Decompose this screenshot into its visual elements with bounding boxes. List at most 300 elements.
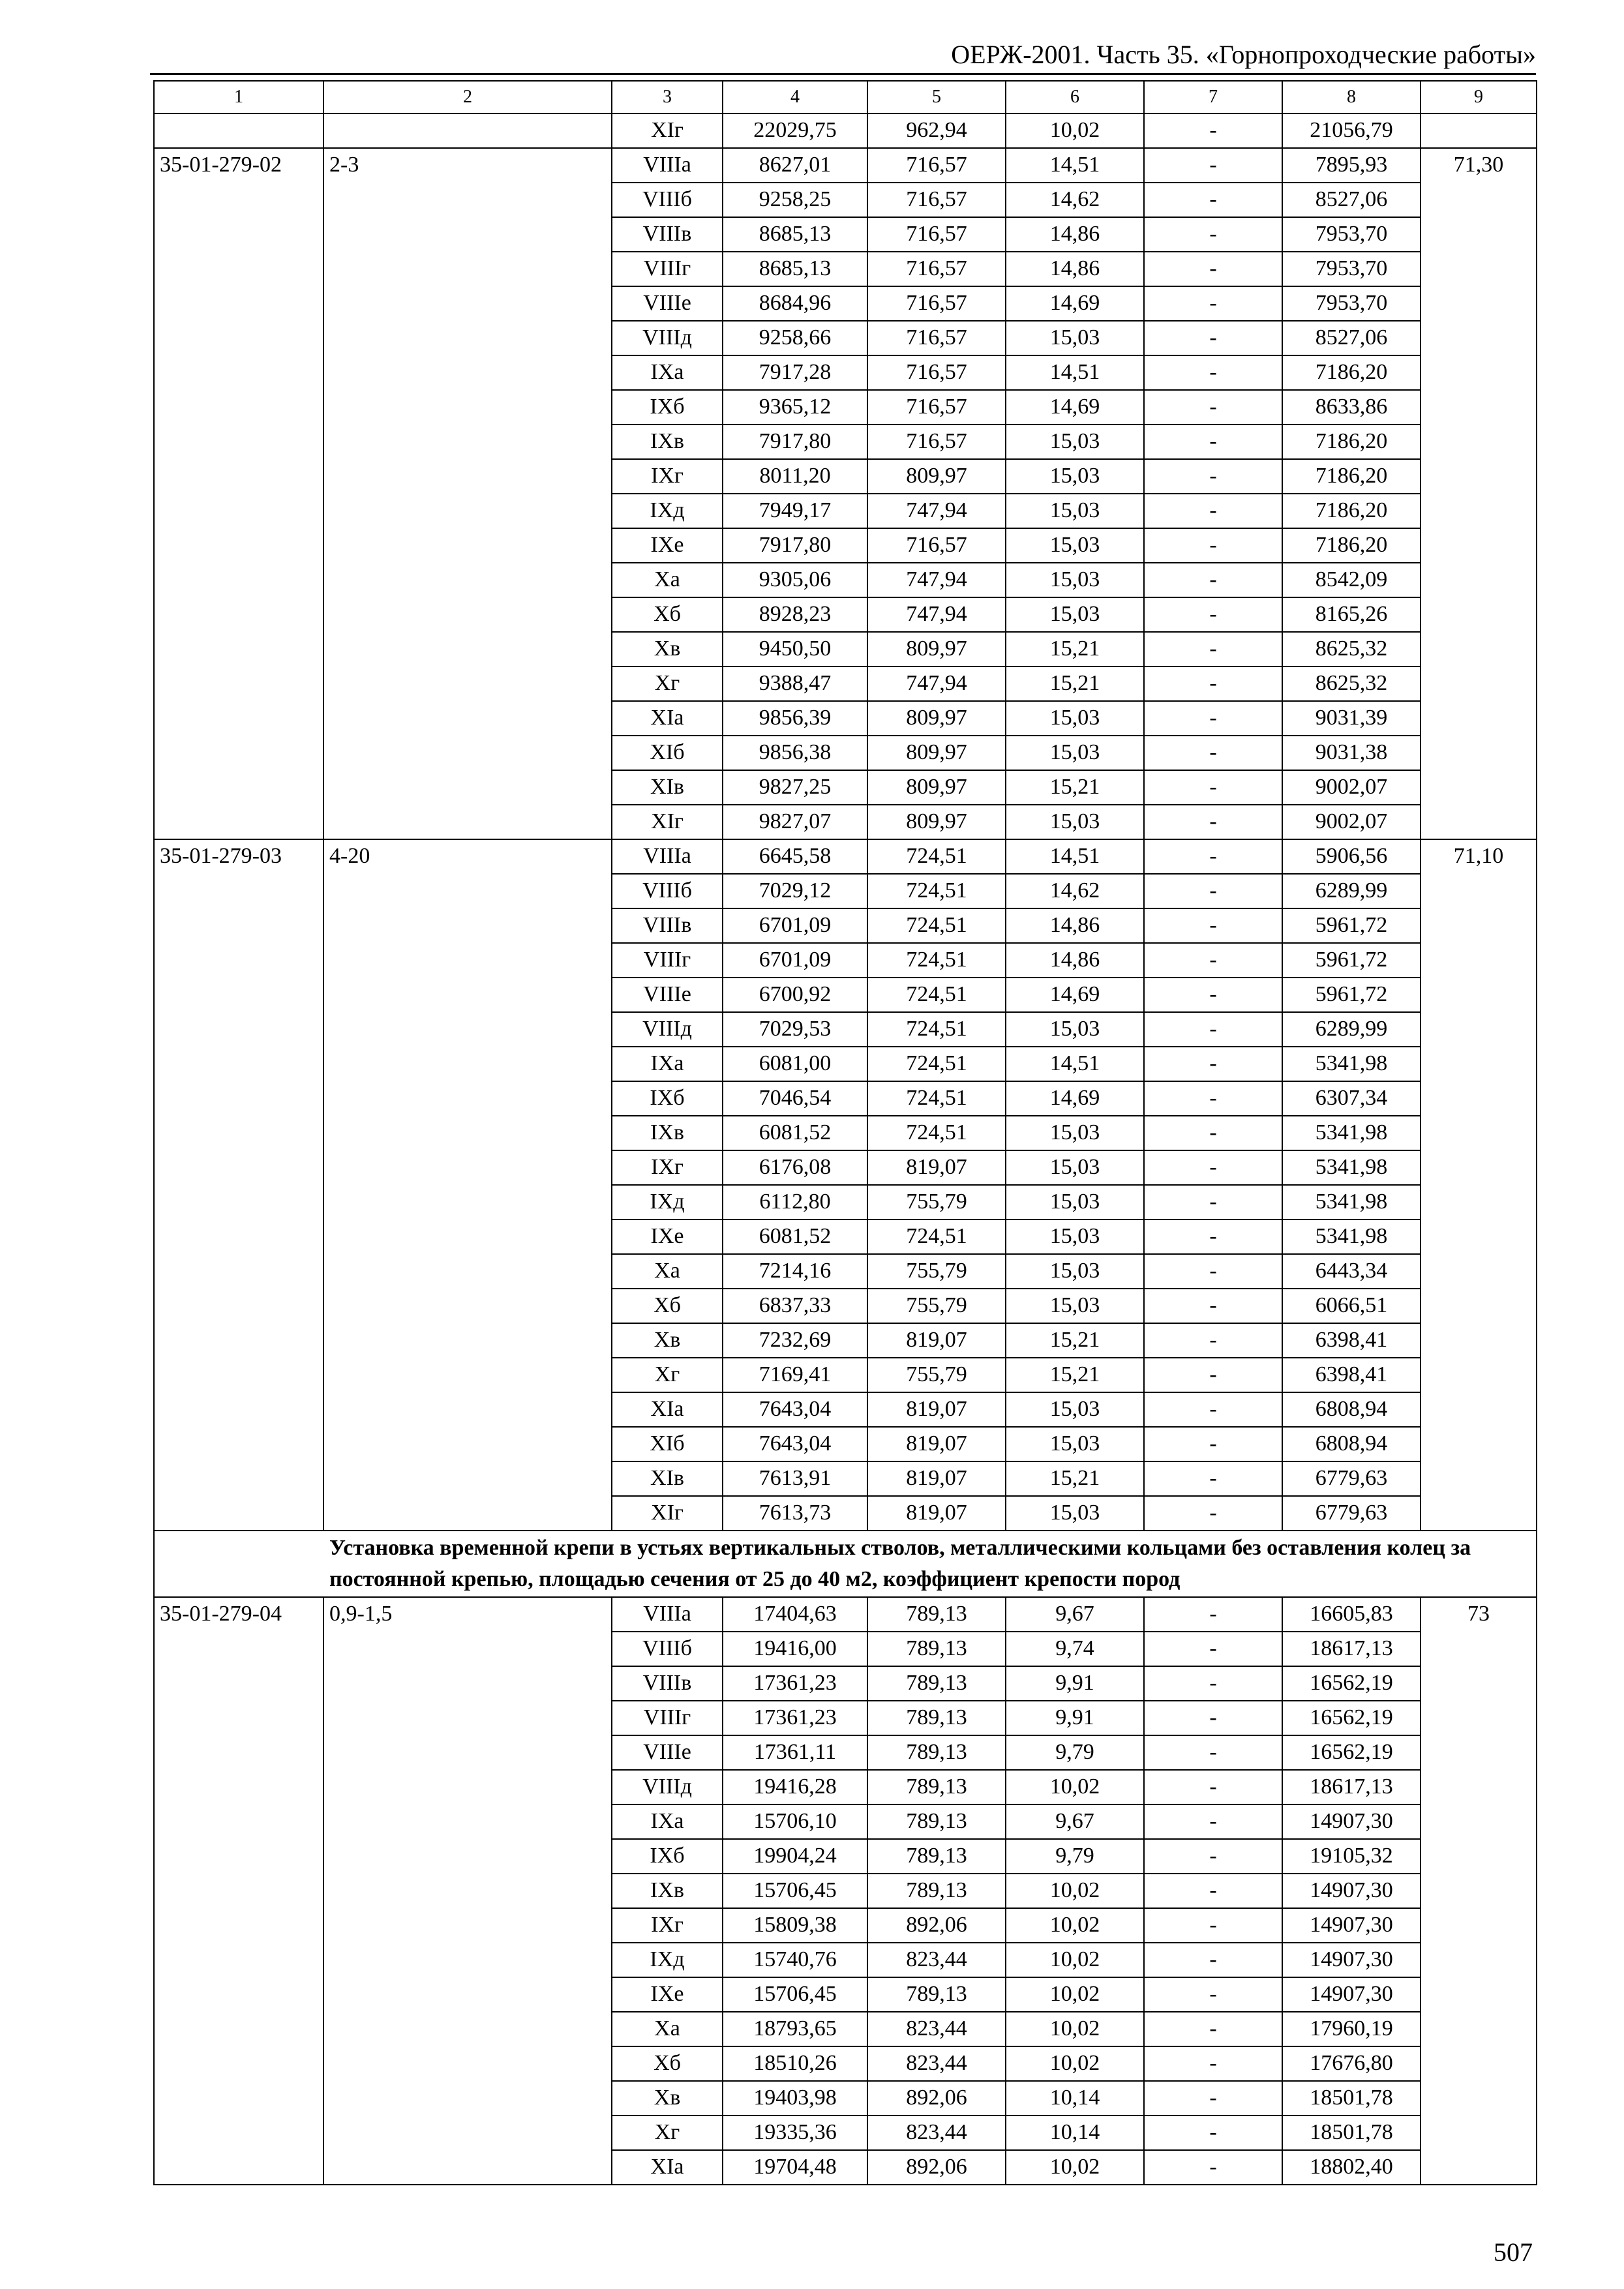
value-cell: 6066,51 (1282, 1289, 1421, 1323)
value-cell: 5961,72 (1282, 908, 1421, 943)
value-cell: 5341,98 (1282, 1116, 1421, 1150)
value-cell: 9,79 (1006, 1839, 1144, 1874)
rock-class-cell: XIг (612, 113, 723, 148)
value-cell: 7186,20 (1282, 355, 1421, 390)
value-cell: 14,51 (1006, 148, 1144, 183)
value-cell: 19335,36 (723, 2116, 867, 2150)
value-cell: 7917,80 (723, 528, 867, 563)
value-cell: - (1144, 1358, 1282, 1392)
rock-class-cell: VIIIа (612, 148, 723, 183)
value-cell: 15,03 (1006, 1116, 1144, 1150)
value-cell: 7917,28 (723, 355, 867, 390)
value-cell: 6808,94 (1282, 1392, 1421, 1427)
value-cell: - (1144, 1496, 1282, 1531)
value-cell: 9031,38 (1282, 736, 1421, 770)
value-cell: 7917,80 (723, 425, 867, 459)
value-cell: 15,03 (1006, 494, 1144, 528)
column-number: 4 (723, 81, 867, 113)
value-cell: 724,51 (867, 908, 1006, 943)
value-cell: 15,03 (1006, 597, 1144, 632)
value-cell: 5906,56 (1282, 839, 1421, 874)
rock-class-cell: XIв (612, 1461, 723, 1496)
value-cell: 19416,28 (723, 1770, 867, 1804)
value-cell: 6398,41 (1282, 1323, 1421, 1358)
value-cell: 16562,19 (1282, 1666, 1421, 1701)
rock-class-cell: VIIIг (612, 252, 723, 286)
rock-class-cell: VIIIв (612, 1666, 723, 1701)
value-cell: 892,06 (867, 1908, 1006, 1943)
value-cell: 724,51 (867, 1047, 1006, 1081)
value-cell: 724,51 (867, 1116, 1006, 1150)
rock-class-cell: VIIIг (612, 1701, 723, 1735)
value-cell: 5341,98 (1282, 1047, 1421, 1081)
value-cell: 16562,19 (1282, 1735, 1421, 1770)
value-cell: 8011,20 (723, 459, 867, 494)
value-cell: 15706,45 (723, 1977, 867, 2012)
value-cell: 789,13 (867, 1804, 1006, 1839)
value-cell: 17361,11 (723, 1735, 867, 1770)
value-cell: - (1144, 1012, 1282, 1047)
value-cell: 15,03 (1006, 528, 1144, 563)
value-cell: 10,14 (1006, 2081, 1144, 2116)
value-cell: 6398,41 (1282, 1358, 1421, 1392)
value-cell: 15,03 (1006, 1496, 1144, 1531)
value-cell: 7029,53 (723, 1012, 867, 1047)
value-cell: 10,02 (1006, 2150, 1144, 2185)
value-cell: - (1144, 425, 1282, 459)
rock-class-cell: Xа (612, 1254, 723, 1289)
rock-class-cell: IXе (612, 1219, 723, 1254)
norm-cell: 71,10 (1421, 839, 1537, 1531)
value-cell: 22029,75 (723, 113, 867, 148)
column-number: 8 (1282, 81, 1421, 113)
value-cell: 15740,76 (723, 1943, 867, 1977)
value-cell: 7895,93 (1282, 148, 1421, 183)
value-cell: 724,51 (867, 839, 1006, 874)
value-cell: 7186,20 (1282, 494, 1421, 528)
value-cell: 8527,06 (1282, 183, 1421, 217)
value-cell: 7953,70 (1282, 217, 1421, 252)
value-cell: 716,57 (867, 286, 1006, 321)
value-cell: - (1144, 805, 1282, 839)
value-cell: - (1144, 666, 1282, 701)
code-cell: 35-01-279-03 (154, 839, 323, 1531)
rock-class-cell: XIа (612, 1392, 723, 1427)
value-cell: 724,51 (867, 943, 1006, 978)
rock-class-cell: VIIIб (612, 1632, 723, 1666)
value-cell: 18617,13 (1282, 1632, 1421, 1666)
value-cell: - (1144, 1874, 1282, 1908)
value-cell: 18617,13 (1282, 1770, 1421, 1804)
value-cell: 15,03 (1006, 1012, 1144, 1047)
value-cell: - (1144, 528, 1282, 563)
param-cell (323, 113, 612, 148)
value-cell: 9388,47 (723, 666, 867, 701)
value-cell: 19416,00 (723, 1632, 867, 1666)
rock-class-cell: VIIIб (612, 874, 723, 908)
value-cell: - (1144, 1150, 1282, 1185)
value-cell: 5961,72 (1282, 943, 1421, 978)
value-cell: 747,94 (867, 597, 1006, 632)
value-cell: 14,86 (1006, 908, 1144, 943)
value-cell: 21056,79 (1282, 113, 1421, 148)
value-cell: - (1144, 1735, 1282, 1770)
value-cell: 724,51 (867, 874, 1006, 908)
value-cell: 15,03 (1006, 459, 1144, 494)
value-cell: 8625,32 (1282, 632, 1421, 666)
value-cell: - (1144, 1047, 1282, 1081)
rock-class-cell: Xг (612, 1358, 723, 1392)
value-cell: 755,79 (867, 1254, 1006, 1289)
value-cell: 724,51 (867, 1219, 1006, 1254)
value-cell: 16562,19 (1282, 1701, 1421, 1735)
value-cell: - (1144, 113, 1282, 148)
value-cell: - (1144, 839, 1282, 874)
value-cell: 9031,39 (1282, 701, 1421, 736)
value-cell: 15,21 (1006, 1358, 1144, 1392)
rock-class-cell: Xв (612, 1323, 723, 1358)
rock-class-cell: VIIIд (612, 1770, 723, 1804)
value-cell: 755,79 (867, 1358, 1006, 1392)
column-number: 3 (612, 81, 723, 113)
rock-class-cell: IXб (612, 1839, 723, 1874)
value-cell: 6081,52 (723, 1219, 867, 1254)
param-cell: 4-20 (323, 839, 612, 1531)
value-cell: - (1144, 148, 1282, 183)
value-cell: 10,02 (1006, 1874, 1144, 1908)
value-cell: 5341,98 (1282, 1150, 1421, 1185)
value-cell: - (1144, 1804, 1282, 1839)
value-cell: 716,57 (867, 355, 1006, 390)
value-cell: 14907,30 (1282, 1977, 1421, 2012)
value-cell: 15,21 (1006, 770, 1144, 805)
value-cell: 15706,45 (723, 1874, 867, 1908)
value-cell: 18501,78 (1282, 2081, 1421, 2116)
column-number: 1 (154, 81, 323, 113)
value-cell: 716,57 (867, 217, 1006, 252)
value-cell: 14907,30 (1282, 1908, 1421, 1943)
rock-class-cell: Xа (612, 2012, 723, 2046)
column-number: 9 (1421, 81, 1537, 113)
rock-class-cell: Xб (612, 2046, 723, 2081)
rock-class-cell: Xа (612, 563, 723, 597)
value-cell: 15,03 (1006, 1289, 1144, 1323)
value-cell: - (1144, 2081, 1282, 2116)
value-cell: 8542,09 (1282, 563, 1421, 597)
value-cell: 9258,66 (723, 321, 867, 355)
code-cell: 35-01-279-04 (154, 1597, 323, 2185)
value-cell: - (1144, 286, 1282, 321)
value-cell: 7046,54 (723, 1081, 867, 1116)
value-cell: 15,03 (1006, 736, 1144, 770)
value-cell: 14,69 (1006, 390, 1144, 425)
value-cell: 8527,06 (1282, 321, 1421, 355)
value-cell: - (1144, 563, 1282, 597)
value-cell: - (1144, 701, 1282, 736)
value-cell: - (1144, 2150, 1282, 2185)
value-cell: 9,91 (1006, 1701, 1144, 1735)
rock-class-cell: VIIIв (612, 217, 723, 252)
value-cell: 6779,63 (1282, 1496, 1421, 1531)
value-cell: 6779,63 (1282, 1461, 1421, 1496)
value-cell: 8625,32 (1282, 666, 1421, 701)
rock-class-cell: XIг (612, 1496, 723, 1531)
value-cell: - (1144, 459, 1282, 494)
rock-class-cell: IXв (612, 425, 723, 459)
value-cell: 819,07 (867, 1392, 1006, 1427)
rock-class-cell: Xб (612, 597, 723, 632)
value-cell: 14,62 (1006, 183, 1144, 217)
value-cell: 8633,86 (1282, 390, 1421, 425)
value-cell: 6808,94 (1282, 1427, 1421, 1461)
section-header-row (154, 1531, 1537, 1597)
value-cell: 9,91 (1006, 1666, 1144, 1701)
rock-class-cell: VIIIб (612, 183, 723, 217)
page-number: 507 (1494, 2237, 1533, 2267)
value-cell: - (1144, 1219, 1282, 1254)
value-cell: 15,21 (1006, 632, 1144, 666)
value-cell: 6701,09 (723, 908, 867, 943)
value-cell: - (1144, 1461, 1282, 1496)
value-cell: 15,03 (1006, 1150, 1144, 1185)
value-cell: - (1144, 1254, 1282, 1289)
value-cell: 789,13 (867, 1839, 1006, 1874)
value-cell: 789,13 (867, 1770, 1006, 1804)
value-cell: 18510,26 (723, 2046, 867, 2081)
value-cell: 18802,40 (1282, 2150, 1421, 2185)
value-cell: 789,13 (867, 1632, 1006, 1666)
value-cell: 15809,38 (723, 1908, 867, 1943)
rock-class-cell: Xв (612, 2081, 723, 2116)
value-cell: 15,03 (1006, 1254, 1144, 1289)
value-cell: 15,03 (1006, 563, 1144, 597)
value-cell: 809,97 (867, 632, 1006, 666)
value-cell: 15706,10 (723, 1804, 867, 1839)
value-cell: 14907,30 (1282, 1804, 1421, 1839)
page-header-title: ОЕРЖ-2001. Часть 35. «Горнопроходческие работы» (951, 40, 1536, 69)
value-cell: 716,57 (867, 321, 1006, 355)
rock-class-cell: IXа (612, 1047, 723, 1081)
value-cell: 716,57 (867, 390, 1006, 425)
value-cell: - (1144, 874, 1282, 908)
rock-class-cell: XIб (612, 1427, 723, 1461)
value-cell: 14907,30 (1282, 1943, 1421, 1977)
value-cell: 7949,17 (723, 494, 867, 528)
value-cell: 5341,98 (1282, 1219, 1421, 1254)
rock-class-cell: Xг (612, 2116, 723, 2150)
value-cell: 823,44 (867, 2046, 1006, 2081)
value-cell: - (1144, 1632, 1282, 1666)
rock-class-cell: XIа (612, 701, 723, 736)
value-cell: 10,02 (1006, 1977, 1144, 2012)
value-cell: 6081,52 (723, 1116, 867, 1150)
value-cell: 724,51 (867, 1012, 1006, 1047)
value-cell: 819,07 (867, 1150, 1006, 1185)
rock-class-cell: VIIIа (612, 1597, 723, 1632)
value-cell: 9258,25 (723, 183, 867, 217)
value-cell: - (1144, 908, 1282, 943)
value-cell: 7186,20 (1282, 425, 1421, 459)
value-cell: 19904,24 (723, 1839, 867, 1874)
value-cell: 716,57 (867, 425, 1006, 459)
value-cell: - (1144, 1081, 1282, 1116)
value-cell: - (1144, 1185, 1282, 1219)
code-cell: 35-01-279-02 (154, 148, 323, 839)
value-cell: 789,13 (867, 1701, 1006, 1735)
value-cell: 823,44 (867, 2116, 1006, 2150)
value-cell: 17404,63 (723, 1597, 867, 1632)
value-cell: 962,94 (867, 113, 1006, 148)
value-cell: 724,51 (867, 978, 1006, 1012)
value-cell: 14907,30 (1282, 1874, 1421, 1908)
rock-class-cell: XIа (612, 2150, 723, 2185)
value-cell: 8684,96 (723, 286, 867, 321)
value-cell: 789,13 (867, 1666, 1006, 1701)
value-cell: 14,69 (1006, 978, 1144, 1012)
table-row (154, 148, 1537, 183)
rock-class-cell: IXв (612, 1874, 723, 1908)
value-cell: - (1144, 217, 1282, 252)
value-cell: 7232,69 (723, 1323, 867, 1358)
value-cell: 7186,20 (1282, 459, 1421, 494)
value-cell: 15,21 (1006, 1461, 1144, 1496)
value-cell: 10,14 (1006, 2116, 1144, 2150)
value-cell: 809,97 (867, 770, 1006, 805)
param-cell: 2-3 (323, 148, 612, 839)
value-cell: - (1144, 183, 1282, 217)
value-cell: - (1144, 597, 1282, 632)
value-cell: - (1144, 770, 1282, 805)
rock-class-cell: IXд (612, 494, 723, 528)
value-cell: 6700,92 (723, 978, 867, 1012)
value-cell: 19105,32 (1282, 1839, 1421, 1874)
table-row (154, 839, 1537, 874)
value-cell: 9305,06 (723, 563, 867, 597)
value-cell: 6176,08 (723, 1150, 867, 1185)
value-cell: 716,57 (867, 148, 1006, 183)
value-cell: - (1144, 1392, 1282, 1427)
value-cell: 14,86 (1006, 252, 1144, 286)
value-cell: 15,03 (1006, 1392, 1144, 1427)
value-cell: 6443,34 (1282, 1254, 1421, 1289)
value-cell: 16605,83 (1282, 1597, 1421, 1632)
value-cell: 6307,34 (1282, 1081, 1421, 1116)
value-cell: 789,13 (867, 1874, 1006, 1908)
value-cell: 9002,07 (1282, 805, 1421, 839)
section-spacer (154, 1531, 323, 1597)
value-cell: - (1144, 1701, 1282, 1735)
value-cell: - (1144, 632, 1282, 666)
column-number: 6 (1006, 81, 1144, 113)
value-cell: 9365,12 (723, 390, 867, 425)
value-cell: - (1144, 321, 1282, 355)
value-cell: 7214,16 (723, 1254, 867, 1289)
value-cell: 14,51 (1006, 355, 1144, 390)
value-cell: - (1144, 1839, 1282, 1874)
value-cell: - (1144, 1289, 1282, 1323)
value-cell: 789,13 (867, 1597, 1006, 1632)
column-number: 5 (867, 81, 1006, 113)
table-row (154, 113, 1537, 148)
value-cell: 7953,70 (1282, 252, 1421, 286)
value-cell: 6837,33 (723, 1289, 867, 1323)
rock-class-cell: IXд (612, 1943, 723, 1977)
value-cell: 19704,48 (723, 2150, 867, 2185)
value-cell: 10,02 (1006, 1943, 1144, 1977)
value-cell: 7953,70 (1282, 286, 1421, 321)
value-cell: 823,44 (867, 2012, 1006, 2046)
rock-class-cell: VIIIд (612, 1012, 723, 1047)
value-cell: 9,67 (1006, 1597, 1144, 1632)
value-cell: 9002,07 (1282, 770, 1421, 805)
rock-class-cell: XIб (612, 736, 723, 770)
value-cell: 809,97 (867, 805, 1006, 839)
value-cell: 15,03 (1006, 321, 1144, 355)
value-cell: 9856,39 (723, 701, 867, 736)
value-cell: - (1144, 736, 1282, 770)
value-cell: 747,94 (867, 666, 1006, 701)
value-cell: 8165,26 (1282, 597, 1421, 632)
value-cell: 7613,73 (723, 1496, 867, 1531)
rock-class-cell: VIIIд (612, 321, 723, 355)
rock-class-cell: IXа (612, 355, 723, 390)
header-rule (150, 73, 1536, 75)
value-cell: 10,02 (1006, 2046, 1144, 2081)
value-cell: 809,97 (867, 459, 1006, 494)
value-cell: 7613,91 (723, 1461, 867, 1496)
value-cell: 716,57 (867, 528, 1006, 563)
value-cell: 10,02 (1006, 1770, 1144, 1804)
column-number-row (154, 81, 1537, 113)
rock-class-cell: VIIIе (612, 978, 723, 1012)
value-cell: 15,03 (1006, 805, 1144, 839)
value-cell: 9,79 (1006, 1735, 1144, 1770)
value-cell: 15,21 (1006, 1323, 1144, 1358)
value-cell: 819,07 (867, 1461, 1006, 1496)
value-cell: - (1144, 1908, 1282, 1943)
column-number: 7 (1144, 81, 1282, 113)
value-cell: 15,21 (1006, 666, 1144, 701)
value-cell: 809,97 (867, 701, 1006, 736)
value-cell: - (1144, 1770, 1282, 1804)
value-cell: 6081,00 (723, 1047, 867, 1081)
value-cell: 15,03 (1006, 1427, 1144, 1461)
value-cell: 819,07 (867, 1427, 1006, 1461)
value-cell: 10,02 (1006, 113, 1144, 148)
value-cell: 17361,23 (723, 1701, 867, 1735)
norm-cell (1421, 113, 1537, 148)
value-cell: 10,02 (1006, 1908, 1144, 1943)
value-cell: 809,97 (867, 736, 1006, 770)
value-cell: 724,51 (867, 1081, 1006, 1116)
column-number: 2 (323, 81, 612, 113)
rock-class-cell: XIг (612, 805, 723, 839)
value-cell: - (1144, 1597, 1282, 1632)
value-cell: - (1144, 2012, 1282, 2046)
value-cell: 9450,50 (723, 632, 867, 666)
value-cell: 14,62 (1006, 874, 1144, 908)
value-cell: 17676,80 (1282, 2046, 1421, 2081)
value-cell: 7029,12 (723, 874, 867, 908)
rock-class-cell: VIIIе (612, 286, 723, 321)
value-cell: 892,06 (867, 2150, 1006, 2185)
rock-class-cell: VIIIг (612, 943, 723, 978)
rock-class-cell: Xв (612, 632, 723, 666)
rock-class-cell: IXг (612, 1908, 723, 1943)
value-cell: 15,03 (1006, 701, 1144, 736)
value-cell: 19403,98 (723, 2081, 867, 2116)
value-cell: 18793,65 (723, 2012, 867, 2046)
